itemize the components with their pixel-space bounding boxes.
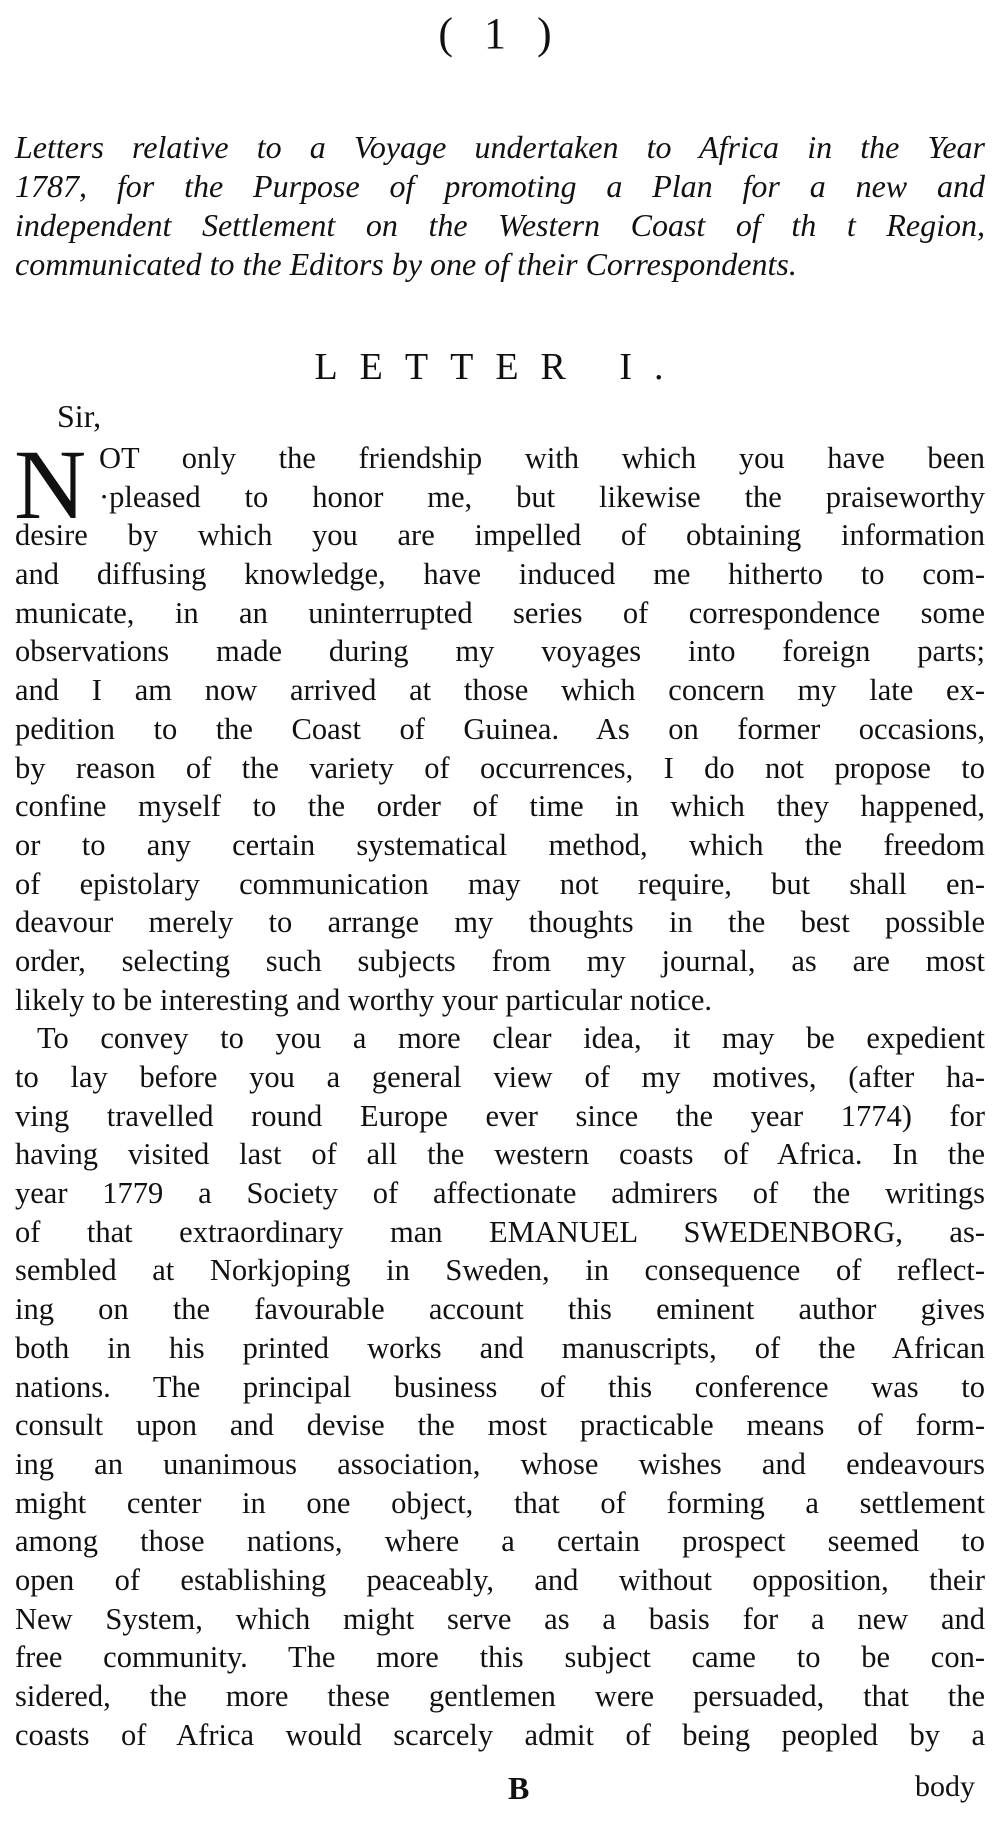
body-line: to lay before you a general view of my motives, (after ha- <box>15 1060 985 1094</box>
body-line: New System, which might serve as a basis for a new and <box>15 1601 985 1636</box>
body-line: and I am now arrived at those which concern my late ex- <box>15 673 985 708</box>
body-line: pedition to the Coast of Guinea. As on former occasions, <box>15 711 985 746</box>
body-line: having visited last of all the western coasts of Africa. In the <box>15 1137 985 1172</box>
body-line: nations. The principal business of this conference was to <box>15 1369 985 1404</box>
body-line: coasts of Africa would scarcely admit of being peopled by a <box>15 1717 985 1752</box>
body-line: ing an unanimous association, whose wishes and endeavours <box>15 1446 985 1481</box>
signature-mark: B <box>508 1770 530 1806</box>
body-line: year 1779 a Society of affectionate admirers of the writings <box>15 1176 985 1211</box>
body-line: municate, in an uninterrupted series of correspondence some <box>15 595 985 630</box>
body-line: and diffusing knowledge, have induced me hitherto to com- <box>15 557 985 592</box>
catchword: body <box>915 1770 975 1803</box>
body-line: order, selecting such subjects from my journal, as are most <box>15 943 985 978</box>
body-line: consult upon and devise the most practicable means of form- <box>15 1408 985 1443</box>
body-line: To convey to you a more clear idea, it may be expedient <box>37 1021 985 1056</box>
body-line: ·pleased to honor me, but likewise the praiseworthy <box>99 479 985 514</box>
body-line: sidered, the more these gentlemen were persuaded, that the <box>15 1679 985 1713</box>
body-line: of that extraordinary man EMANUEL SWEDENBORG, as- <box>15 1214 985 1249</box>
body-line: both in his printed works and manuscripts, of the African <box>15 1330 985 1365</box>
body-line: observations made during my voyages into foreign parts; <box>15 634 985 669</box>
body-line: might center in one object, that of forming a settlement <box>15 1485 985 1520</box>
body-text <box>14 429 985 1754</box>
body-line: free community. The more this subject came to be con- <box>15 1640 985 1675</box>
body-line: desire by which you are impelled of obtaining information <box>15 518 985 553</box>
body-line: by reason of the variety of occurrences, I do not propose to <box>15 750 985 785</box>
salutation: Sir, <box>57 398 102 434</box>
body-line: ing on the favourable account this eminent author gives <box>15 1292 985 1327</box>
body-line: of epistolary communication may not require, but shall en- <box>15 866 985 901</box>
body-line: ving travelled round Europe ever since the year 1774) for <box>15 1098 985 1133</box>
body-line: confine myself to the order of time in which they happened, <box>15 789 985 824</box>
body-line: OT only the friendship with which you have been <box>99 441 985 475</box>
body-line: likely to be interesting and worthy your particular notice. <box>15 982 713 1017</box>
body-line: or to any certain systematical method, which the freedom <box>15 827 985 862</box>
heading-line: 1787, for the Purpose of promoting a Plan for a new and <box>15 168 985 204</box>
heading-line: Letters relative to a Voyage undertaken to Africa in the Year <box>15 129 985 165</box>
letter-title: LETTER I. <box>314 346 686 388</box>
body-line: deavour merely to arrange my thoughts in the best possible <box>15 905 985 940</box>
heading-line: independent Settlement on the Western Coast of th t Region, <box>15 207 985 243</box>
drop-cap: N <box>14 429 87 540</box>
body-line: open of establishing peaceably, and without opposition, their <box>15 1562 985 1597</box>
body-line: among those nations, where a certain prospect seemed to <box>15 1524 985 1559</box>
heading-line: communicated to the Editors by one of their Correspondents. <box>15 246 797 282</box>
page-number: ( 1 ) <box>438 9 562 58</box>
article-heading <box>15 128 985 284</box>
body-line: sembled at Norkjoping in Sweden, in consequence of reflect- <box>15 1253 985 1288</box>
